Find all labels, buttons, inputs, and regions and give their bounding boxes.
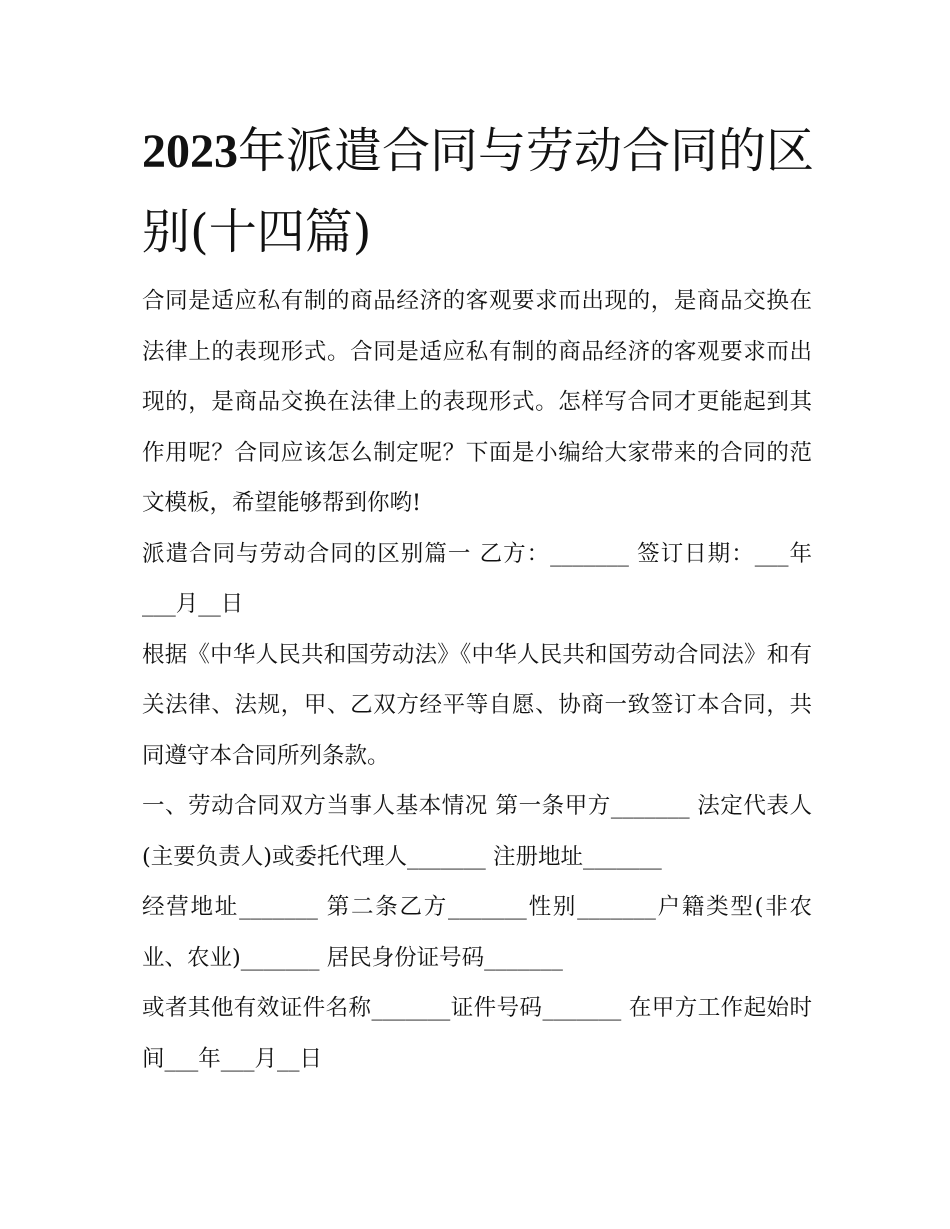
title-text: 年派遣合同与劳动合同的区别(十四篇) [142,123,815,260]
intro-paragraph: 合同是适应私有制的商品经济的客观要求而出现的，是商品交换在法律上的表现形式。合同是适应私有制的商品经济的客观要求而出现的，是商品交换在法律上的表现形式。怎样写合同才更能起到其作用呢？合同应该怎么制定呢？下面是小编给大家带来的合同的范文模板，希望能够帮到你哟! [142,288,812,516]
title-year: 2023 [142,125,238,178]
id-document-paragraph: 或者其他有效证件名称_______证件号码_______ 在甲方工作起始时间___年___月__日 [142,995,812,1072]
party-info-paragraph: 一、劳动合同双方当事人基本情况 第一条甲方_______ 法定代表人(主要负责人)或委托代理人_______ 注册地址_______ [142,793,812,870]
section-one-heading: 派遣合同与劳动合同的区别篇一 乙方：_______ 签订日期：___年___月__日 [142,540,812,617]
document-title [142,111,822,272]
document-body [142,276,812,1084]
legal-basis-paragraph: 根据《中华人民共和国劳动法》《中华人民共和国劳动合同法》和有关法律、法规，甲、乙双方经平等自愿、协商一致签订本合同，共同遵守本合同所列条款。 [142,641,812,769]
party-b-info-paragraph: 经营地址_______ 第二条乙方_______性别_______户籍类型(非农业、农业)_______ 居民身份证号码_______ [142,894,812,971]
